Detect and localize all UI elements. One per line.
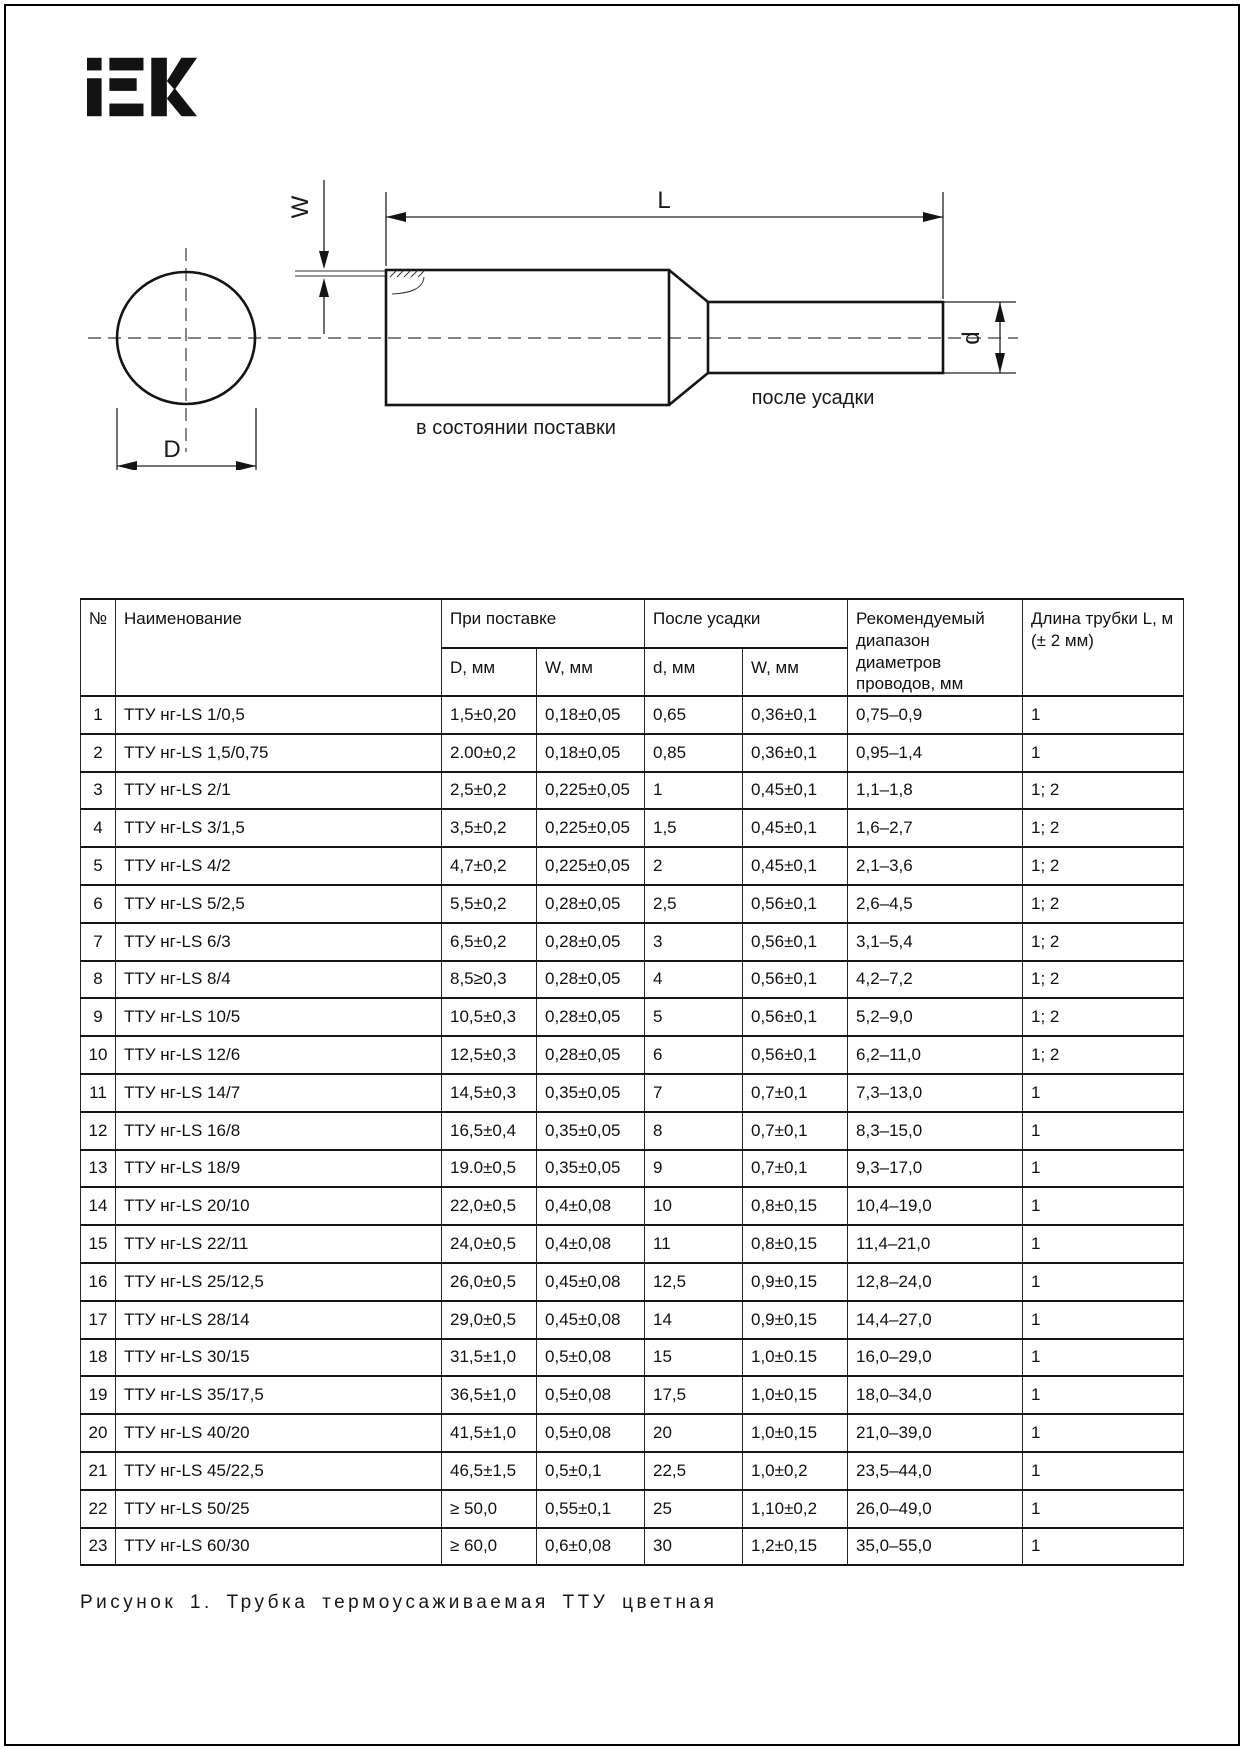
table-cell: 1; 2	[1023, 809, 1184, 847]
table-cell: 13	[81, 1150, 116, 1188]
table-cell: 23	[81, 1528, 116, 1566]
table-cell: 1	[1023, 1339, 1184, 1377]
table-cell: 7	[81, 923, 116, 961]
table-cell: 15	[81, 1225, 116, 1263]
table-cell: 0,7±0,1	[743, 1112, 848, 1150]
dimension-L-label: L	[657, 187, 671, 214]
table-cell: ТТУ нг-LS 6/3	[116, 923, 442, 961]
dimension-D-label: D	[163, 436, 181, 463]
table-row	[81, 1187, 1184, 1225]
table-cell: ТТУ нг-LS 8/4	[116, 961, 442, 999]
table-cell: 14,5±0,3	[442, 1074, 537, 1112]
table-cell: 1; 2	[1023, 1036, 1184, 1074]
table-cell: 1	[81, 696, 116, 734]
table-cell: ТТУ нг-LS 30/15	[116, 1339, 442, 1377]
table-cell: 0,225±0,05	[537, 847, 645, 885]
table-cell: 29,0±0,5	[442, 1301, 537, 1339]
spec-table-header	[81, 599, 1184, 696]
col-header-D-mm: D, мм	[442, 648, 537, 697]
col-header-after-shrink: После усадки	[645, 599, 848, 648]
table-cell: 1	[1023, 1301, 1184, 1339]
table-cell: 0,5±0,08	[537, 1376, 645, 1414]
table-cell: 1	[1023, 1074, 1184, 1112]
table-cell: 0,56±0,1	[743, 998, 848, 1036]
table-cell: 35,0–55,0	[848, 1528, 1023, 1566]
col-header-recommended-range: Рекомендуемый диапазон диаметров проводов, мм	[848, 599, 1023, 696]
table-cell: ТТУ нг-LS 3/1,5	[116, 809, 442, 847]
dimension-L	[386, 187, 943, 299]
table-row	[81, 696, 1184, 734]
table-cell: 10,5±0,3	[442, 998, 537, 1036]
table-row	[81, 1112, 1184, 1150]
table-row	[81, 1263, 1184, 1301]
table-cell: 0,35±0,05	[537, 1074, 645, 1112]
table-cell: ТТУ нг-LS 16/8	[116, 1112, 442, 1150]
table-cell: 25	[645, 1490, 743, 1528]
table-cell: 9	[645, 1150, 743, 1188]
table-cell: 12	[81, 1112, 116, 1150]
table-cell: 1; 2	[1023, 772, 1184, 810]
table-cell: 1; 2	[1023, 961, 1184, 999]
table-row	[81, 1150, 1184, 1188]
table-cell: 11,4–21,0	[848, 1225, 1023, 1263]
table-cell: 2.00±0,2	[442, 734, 537, 772]
table-cell: 2,6–4,5	[848, 885, 1023, 923]
table-cell: 0,28±0,05	[537, 1036, 645, 1074]
table-cell: 23,5–44,0	[848, 1452, 1023, 1490]
table-cell: 0,65	[645, 696, 743, 734]
table-cell: 24,0±0,5	[442, 1225, 537, 1263]
table-cell: 0,4±0,08	[537, 1187, 645, 1225]
table-cell: ТТУ нг-LS 10/5	[116, 998, 442, 1036]
table-cell: 21	[81, 1452, 116, 1490]
table-cell: ТТУ нг-LS 1,5/0,75	[116, 734, 442, 772]
table-cell: 0,4±0,08	[537, 1225, 645, 1263]
table-cell: ТТУ нг-LS 60/30	[116, 1528, 442, 1566]
table-cell: 0,56±0,1	[743, 923, 848, 961]
table-row	[81, 734, 1184, 772]
table-cell: 1	[1023, 1225, 1184, 1263]
table-cell: 1	[1023, 1187, 1184, 1225]
table-cell: 5,2–9,0	[848, 998, 1023, 1036]
table-row	[81, 809, 1184, 847]
table-cell: 10	[645, 1187, 743, 1225]
table-cell: 3	[81, 772, 116, 810]
col-header-W-mm-after: W, мм	[743, 648, 848, 697]
table-cell: 3	[645, 923, 743, 961]
table-cell: 0,45±0,1	[743, 847, 848, 885]
table-cell: 1	[1023, 734, 1184, 772]
table-cell: 41,5±1,0	[442, 1414, 537, 1452]
table-cell: 0,9±0,15	[743, 1301, 848, 1339]
table-cell: 21,0–39,0	[848, 1414, 1023, 1452]
table-cell: 0,9±0,15	[743, 1263, 848, 1301]
table-row	[81, 1074, 1184, 1112]
table-cell: 0,36±0,1	[743, 696, 848, 734]
table-cell: 1	[1023, 1263, 1184, 1301]
table-cell: 0,45±0,08	[537, 1301, 645, 1339]
tube-shrunk-outline	[708, 302, 943, 373]
table-cell: 0,8±0,15	[743, 1187, 848, 1225]
table-cell: 14	[81, 1187, 116, 1225]
table-row	[81, 1414, 1184, 1452]
table-cell: 14	[645, 1301, 743, 1339]
table-cell: 0,18±0,05	[537, 734, 645, 772]
table-cell: 3,5±0,2	[442, 809, 537, 847]
label-supply-state: в состоянии поставки	[416, 417, 616, 439]
col-header-at-supply: При поставке	[442, 599, 645, 648]
table-cell: 2	[645, 847, 743, 885]
table-cell: 1,0±0,2	[743, 1452, 848, 1490]
table-cell: 8,5≥0,3	[442, 961, 537, 999]
table-cell: ≥ 50,0	[442, 1490, 537, 1528]
table-cell: 1	[645, 772, 743, 810]
table-cell: 0,45±0,08	[537, 1263, 645, 1301]
table-cell: 0,7±0,1	[743, 1074, 848, 1112]
dimension-d-label: d	[958, 331, 985, 345]
table-row	[81, 1528, 1184, 1566]
table-cell: 30	[645, 1528, 743, 1566]
table-cell: ТТУ нг-LS 18/9	[116, 1150, 442, 1188]
table-cell: ТТУ нг-LS 2/1	[116, 772, 442, 810]
table-row	[81, 1376, 1184, 1414]
dimension-W	[287, 180, 386, 334]
table-cell: 0,5±0,08	[537, 1339, 645, 1377]
table-cell: 1	[1023, 1490, 1184, 1528]
table-row	[81, 1036, 1184, 1074]
table-cell: 19	[81, 1376, 116, 1414]
col-header-d-mm: d, мм	[645, 648, 743, 697]
table-cell: 0,5±0,1	[537, 1452, 645, 1490]
table-row	[81, 923, 1184, 961]
table-cell: 1	[1023, 1528, 1184, 1566]
iek-logo	[87, 57, 199, 117]
table-cell: 4	[645, 961, 743, 999]
table-cell: 1,0±0,15	[743, 1414, 848, 1452]
table-cell: 22	[81, 1490, 116, 1528]
table-row	[81, 1490, 1184, 1528]
table-cell: 19.0±0,5	[442, 1150, 537, 1188]
table-cell: 0,28±0,05	[537, 923, 645, 961]
table-cell: 10	[81, 1036, 116, 1074]
spec-table	[80, 598, 1184, 1566]
table-cell: 12,8–24,0	[848, 1263, 1023, 1301]
table-row	[81, 1339, 1184, 1377]
table-cell: 1,5±0,20	[442, 696, 537, 734]
table-cell: ТТУ нг-LS 28/14	[116, 1301, 442, 1339]
table-cell: 0,225±0,05	[537, 809, 645, 847]
table-cell: 1,2±0,15	[743, 1528, 848, 1566]
col-header-num: №	[81, 599, 116, 696]
spec-table-body	[81, 696, 1184, 1565]
table-cell: 4,2–7,2	[848, 961, 1023, 999]
table-cell: 1	[1023, 1452, 1184, 1490]
table-cell: 0,36±0,1	[743, 734, 848, 772]
table-cell: ТТУ нг-LS 35/17,5	[116, 1376, 442, 1414]
table-cell: ТТУ нг-LS 1/0,5	[116, 696, 442, 734]
table-cell: ТТУ нг-LS 40/20	[116, 1414, 442, 1452]
col-header-tube-length: Длина трубки L, м (± 2 мм)	[1023, 599, 1184, 696]
table-cell: 4	[81, 809, 116, 847]
table-cell: ≥ 60,0	[442, 1528, 537, 1566]
table-cell: 22,5	[645, 1452, 743, 1490]
table-cell: 1	[1023, 1414, 1184, 1452]
table-row	[81, 772, 1184, 810]
table-cell: 2,5±0,2	[442, 772, 537, 810]
table-cell: 26,0±0,5	[442, 1263, 537, 1301]
table-cell: 1,10±0,2	[743, 1490, 848, 1528]
table-cell: 0,8±0,15	[743, 1225, 848, 1263]
table-cell: 46,5±1,5	[442, 1452, 537, 1490]
table-cell: ТТУ нг-LS 25/12,5	[116, 1263, 442, 1301]
table-cell: ТТУ нг-LS 12/6	[116, 1036, 442, 1074]
table-cell: 0,56±0,1	[743, 1036, 848, 1074]
table-cell: 0,28±0,05	[537, 885, 645, 923]
table-cell: 0,6±0,08	[537, 1528, 645, 1566]
col-header-name: Наименование	[116, 599, 442, 696]
table-cell: 26,0–49,0	[848, 1490, 1023, 1528]
table-cell: 0,95–1,4	[848, 734, 1023, 772]
table-cell: 0,56±0,1	[743, 961, 848, 999]
table-cell: 0,35±0,05	[537, 1112, 645, 1150]
table-cell: 1	[1023, 1376, 1184, 1414]
table-cell: 0,55±0,1	[537, 1490, 645, 1528]
table-cell: 4,7±0,2	[442, 847, 537, 885]
table-cell: 0,225±0,05	[537, 772, 645, 810]
table-cell: ТТУ нг-LS 20/10	[116, 1187, 442, 1225]
table-cell: 3,1–5,4	[848, 923, 1023, 961]
table-cell: 1,0±0.15	[743, 1339, 848, 1377]
table-cell: 0,45±0,1	[743, 809, 848, 847]
table-cell: ТТУ нг-LS 22/11	[116, 1225, 442, 1263]
table-cell: 7	[645, 1074, 743, 1112]
table-cell: 0,45±0,1	[743, 772, 848, 810]
label-after-shrink: после усадки	[751, 387, 875, 409]
table-cell: ТТУ нг-LS 4/2	[116, 847, 442, 885]
table-cell: 17	[81, 1301, 116, 1339]
table-cell: 1	[1023, 1112, 1184, 1150]
table-cell: 0,28±0,05	[537, 998, 645, 1036]
table-cell: 31,5±1,0	[442, 1339, 537, 1377]
table-cell: 1	[1023, 696, 1184, 734]
table-cell: 36,5±1,0	[442, 1376, 537, 1414]
dimension-W-label: W	[287, 195, 314, 219]
table-cell: 15	[645, 1339, 743, 1377]
table-row	[81, 1301, 1184, 1339]
table-cell: 6	[645, 1036, 743, 1074]
table-cell: 5	[645, 998, 743, 1036]
table-cell: 1,1–1,8	[848, 772, 1023, 810]
table-cell: 6,2–11,0	[848, 1036, 1023, 1074]
table-cell: 9,3–17,0	[848, 1150, 1023, 1188]
table-cell: 12,5±0,3	[442, 1036, 537, 1074]
table-cell: 0,56±0,1	[743, 885, 848, 923]
table-cell: 6	[81, 885, 116, 923]
table-cell: ТТУ нг-LS 14/7	[116, 1074, 442, 1112]
table-cell: 1; 2	[1023, 847, 1184, 885]
table-cell: 0,75–0,9	[848, 696, 1023, 734]
table-cell: 0,5±0,08	[537, 1414, 645, 1452]
table-cell: 16,5±0,4	[442, 1112, 537, 1150]
table-cell: 0,7±0,1	[743, 1150, 848, 1188]
iek-logo-glyphs	[87, 58, 197, 116]
table-cell: 5	[81, 847, 116, 885]
table-row	[81, 1452, 1184, 1490]
table-cell: 17,5	[645, 1376, 743, 1414]
table-cell: 5,5±0,2	[442, 885, 537, 923]
table-row	[81, 847, 1184, 885]
table-cell: ТТУ нг-LS 5/2,5	[116, 885, 442, 923]
table-row	[81, 961, 1184, 999]
table-cell: 0,18±0,05	[537, 696, 645, 734]
table-cell: 1,6–2,7	[848, 809, 1023, 847]
table-cell: 16,0–29,0	[848, 1339, 1023, 1377]
col-header-W-mm-supply: W, мм	[537, 648, 645, 697]
table-cell: 8	[81, 961, 116, 999]
wall-cut-curve	[392, 277, 424, 294]
table-cell: 8,3–15,0	[848, 1112, 1023, 1150]
table-cell: 0,28±0,05	[537, 961, 645, 999]
table-cell: 9	[81, 998, 116, 1036]
table-cell: 6,5±0,2	[442, 923, 537, 961]
table-row	[81, 998, 1184, 1036]
table-cell: 18,0–34,0	[848, 1376, 1023, 1414]
table-cell: 1; 2	[1023, 885, 1184, 923]
table-cell: 10,4–19,0	[848, 1187, 1023, 1225]
table-cell: 12,5	[645, 1263, 743, 1301]
table-cell: 1; 2	[1023, 998, 1184, 1036]
table-row	[81, 885, 1184, 923]
technical-drawing	[70, 150, 1040, 470]
table-cell: 2,1–3,6	[848, 847, 1023, 885]
table-cell: ТТУ нг-LS 45/22,5	[116, 1452, 442, 1490]
table-cell: 22,0±0,5	[442, 1187, 537, 1225]
table-cell: 1; 2	[1023, 923, 1184, 961]
table-cell: 2	[81, 734, 116, 772]
table-cell: 16	[81, 1263, 116, 1301]
table-cell: 8	[645, 1112, 743, 1150]
table-cell: 2,5	[645, 885, 743, 923]
table-cell: 14,4–27,0	[848, 1301, 1023, 1339]
table-cell: 0,35±0,05	[537, 1150, 645, 1188]
table-row	[81, 1225, 1184, 1263]
table-cell: 20	[645, 1414, 743, 1452]
table-cell: 1	[1023, 1150, 1184, 1188]
table-cell: 11	[645, 1225, 743, 1263]
table-cell: ТТУ нг-LS 50/25	[116, 1490, 442, 1528]
table-cell: 1,5	[645, 809, 743, 847]
figure-caption: Рисунок 1. Трубка термоусаживаемая ТТУ цветная	[80, 1592, 718, 1613]
table-cell: 7,3–13,0	[848, 1074, 1023, 1112]
table-cell: 0,85	[645, 734, 743, 772]
table-cell: 1,0±0,15	[743, 1376, 848, 1414]
table-cell: 20	[81, 1414, 116, 1452]
table-cell: 18	[81, 1339, 116, 1377]
table-cell: 11	[81, 1074, 116, 1112]
